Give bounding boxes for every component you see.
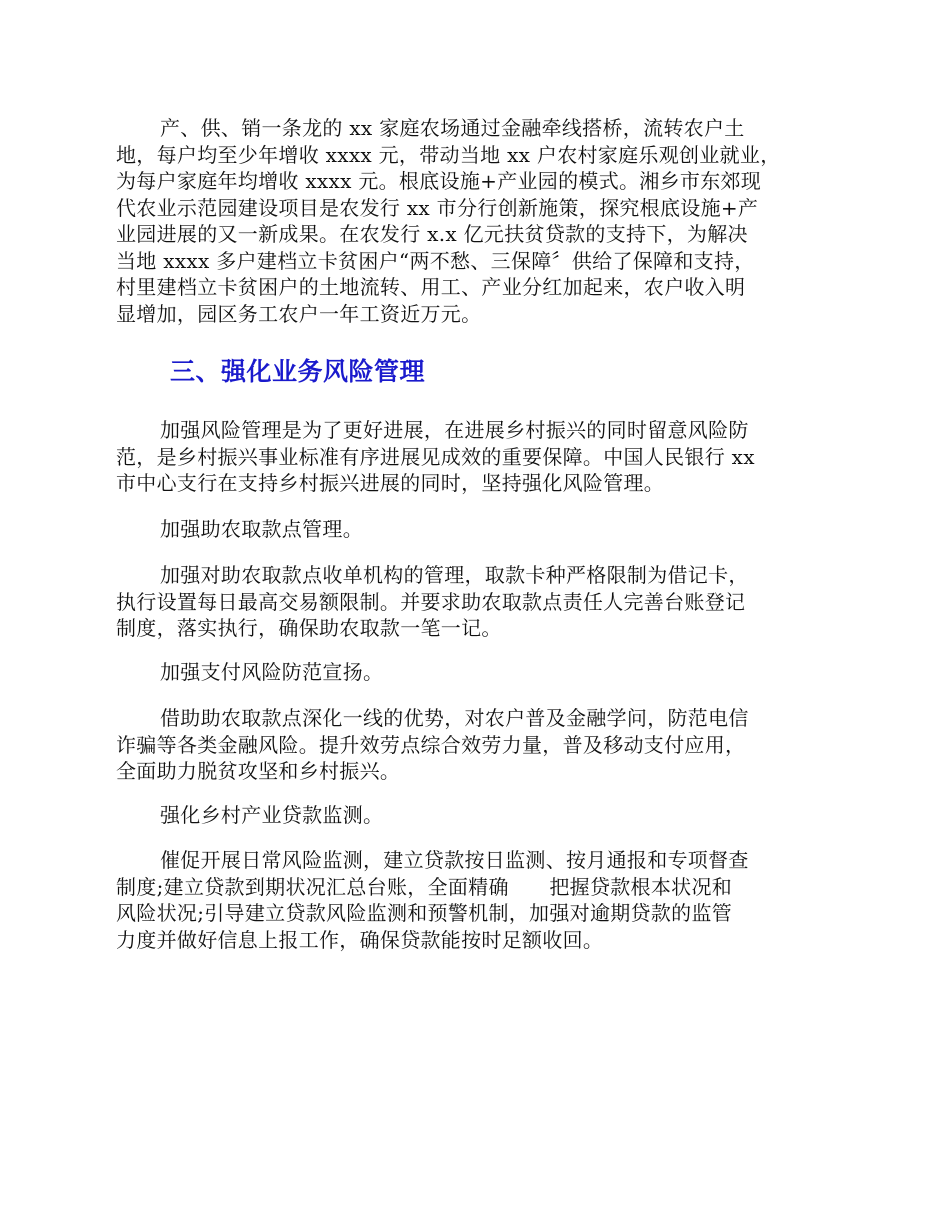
subheading-withdrawal-points: [116, 516, 836, 543]
text-line: 代农业示范园建设项目是农发行 xx 市分行创新施策，探究根底设施+产: [116, 195, 759, 220]
text-line: 催促开展日常风险监测，建立贷款按日监测、按月通报和专项督查: [160, 848, 749, 872]
text-line: 村里建档立卡贫困户的土地流转、用工、产业分红加起来，农户收入明: [116, 275, 746, 299]
text-line: 市中心支行在支持乡村振兴进展的同时，坚持强化风险管理。: [116, 471, 665, 495]
text-line: 为每户家庭年均增收 xxxx 元。根底设施+产业园的模式。湘乡市东郊现: [116, 169, 762, 193]
paragraph-risk-management: [116, 417, 836, 497]
text-line: 强化乡村产业贷款监测。: [160, 803, 384, 827]
text-line: 风险状况;引导建立贷款风险监测和预警机制，加强对逾期贷款的监管: [116, 901, 733, 925]
text-line: 加强助农取款点管理。: [160, 517, 363, 541]
text-line: 产、供、销一条龙的 xx 家庭农场通过金融牵线搭桥，流转农户土: [160, 116, 745, 140]
paragraph-payment-risk: [116, 705, 836, 785]
text-line: 显增加，园区务工农户一年工资近万元。: [116, 301, 482, 326]
subheading-payment-risk: [116, 659, 836, 686]
subheading-loan-monitoring: [116, 802, 836, 829]
text-line: 执行设置每日最高交易额限制。并要求助农取款点责任人完善台账登记: [116, 589, 746, 614]
text-line: 范，是乡村振兴事业标准有序进展见成效的重要保障。中国人民银行 xx: [116, 444, 755, 469]
text-line: 加强风险管理是为了更好进展，在进展乡村振兴的同时留意风险防: [160, 418, 749, 442]
paragraph-loan-monitoring: [116, 847, 836, 953]
text-line: 加强对助农取款点收单机构的管理，取款卡种严格限制为借记卡，: [160, 563, 749, 587]
text-line: 制度;建立贷款到期状况汇总台账，全面精确 把握贷款根本状况和: [116, 874, 733, 899]
text-line: 制度，落实执行，确保助农取款一笔一记。: [116, 616, 502, 640]
text-line: 地，每户均至少年增收 xxxx 元，带动当地 xx 户农村家庭乐观创业就业，: [116, 142, 781, 167]
text-line: 力度并做好信息上报工作，确保贷款能按时足额收回。: [116, 927, 604, 952]
text-line: 全面助力脱贫攻坚和乡村振兴。: [116, 759, 401, 783]
section-heading: 三、强化业务风险管理: [170, 357, 426, 386]
paragraph-farm-finance: [116, 115, 836, 327]
text-line: 诈骗等各类金融风险。提升效劳点综合效劳力量，普及移动支付应用，: [116, 732, 746, 757]
text-line: 借助助农取款点深化一线的优势，对农户普及金融学问，防范电信: [160, 706, 749, 730]
text-line: 业园进展的又一新成果。在农发行 x.x 亿元扶贫贷款的支持下，为解决: [116, 222, 748, 246]
text-line: 当地 xxxx 多户建档立卡贫困户“两不愁、三保障〞供给了保障和支持，: [116, 248, 755, 273]
text-line: 加强支付风险防范宣扬。: [160, 660, 384, 684]
paragraph-withdrawal-points: [116, 562, 836, 642]
